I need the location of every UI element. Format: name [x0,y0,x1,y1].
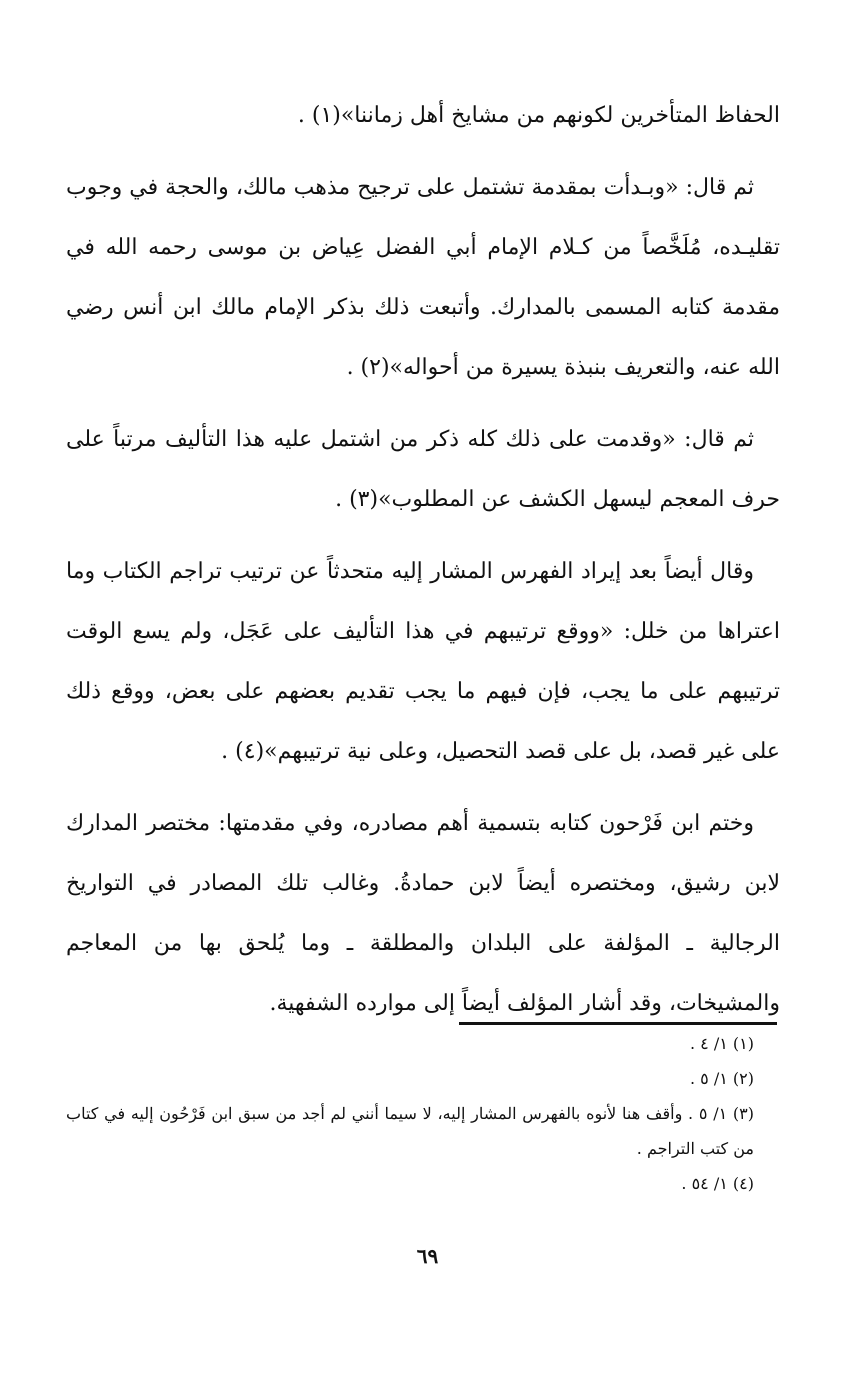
paragraph-4: وقال أيضاً بعد إيراد الفهرس المشار إليه متحدثاً عن ترتيب تراجم الكتاب وما اعتراها من خلل: «ووقع ترتيبهم في هذا التأليف على عَجَل، ولم يسع الوقت ترتيبهم على ما يجب، فإن فيهم ما يجب تقديم بعضهم على بعض، ووقع ذلك على غير قصد، بل على قصد التحصيل، وعلى نية ترتيبهم»(٤) . [66,559,780,764]
footnote-separator [459,1022,777,1025]
page-number: ٦٩ [416,1244,439,1268]
footnote-2: (٢) ١/ ٥ . [689,1069,754,1088]
paragraph-3: ثم قال: «وقدمت على ذلك كله ذكر من اشتمل عليه هذا التأليف مرتباً على حرف المعجم ليسهل الكشف عن المطلوب»(٣) . [66,427,780,512]
paragraph-5: وختم ابن فَرْحون كتابه بتسمية أهم مصادره، وفي مقدمتها: مختصر المدارك لابن رشيق، ومختصره أيضاً لابن حمادةُ. وغالب تلك المصادر في التواريخ الرجالية ـ المؤلفة على البلدان والمطلقة ـ وما يُلحق بها من المعاجم والمشيخات، وقد أشار المؤلف أيضاً إلى موارده الشفهية. [66,811,780,1016]
footnotes [66,1026,780,1201]
paragraph-1: الحفاظ المتأخرين لكونهم من مشايخ أهل زماننا»(١) . [297,103,780,128]
footnote-1: (١) ١/ ٤ . [689,1034,754,1053]
footnote-3: (٣) ١/ ٥ . وأقف هنا لأنوه بالفهرس المشار إليه، لا سيما أنني لم أجد من سبق ابن فَرْحُون إليه في كتاب من كتب التراجم . [66,1104,755,1158]
main-text [66,86,780,1034]
paragraph-2: ثم قال: «وبـدأت بمقدمة تشتمل على ترجيح مذهب مالك، والحجة في وجوب تقليـده، مُلَخَّصاً من كـلام الإمام أبي الفضل عِياض بن موسى رحمه الله في مقدمة كتابه المسمى بالمدارك. وأتبعت ذلك بذكر الإمام مالك ابن أنس رضي الله عنه، والتعريف بنبذة يسيرة من أحواله»(٢) . [66,175,780,380]
footnote-4: (٤) ١/ ٥٤ . [681,1174,754,1193]
